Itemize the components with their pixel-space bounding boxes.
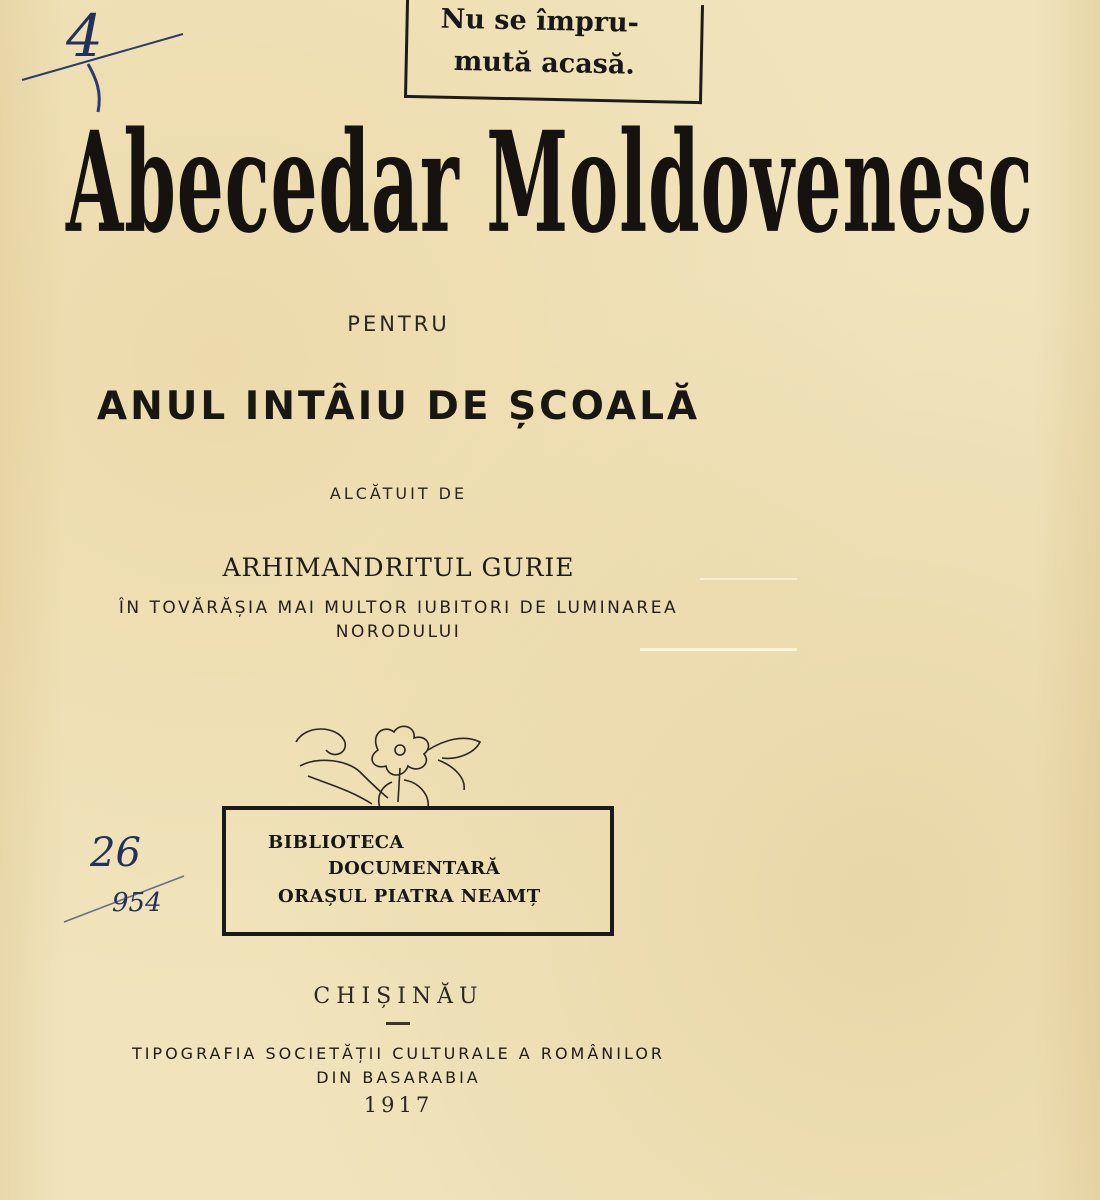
paper-crease [700, 578, 797, 580]
author-name: ARHIMANDRITUL GURIE [222, 553, 575, 582]
lily-flower-ornament-icon [288, 720, 488, 815]
association-line-2: NORODULUI [335, 622, 462, 642]
pen-stroke-icon [60, 870, 190, 930]
library-stamp [222, 806, 614, 936]
subtitle-main: ANUL INTÂIU DE ȘCOALĂ [96, 384, 701, 429]
handwritten-inventory-number: 954 [112, 888, 162, 918]
library-stamp-line-3: ORAȘUL PIATRA NEAMȚ [278, 886, 541, 907]
publication-year: 1917 [363, 1093, 434, 1117]
book-title [0, 100, 1034, 264]
handwritten-shelf-number: 26 [90, 830, 141, 876]
publication-city: CHIȘINĂU [313, 984, 484, 1009]
stamp-line-1: Nu se împru- [440, 3, 640, 39]
divider [386, 1022, 410, 1025]
handwritten-mark-top: 4 [66, 2, 103, 70]
association-line-1: ÎN TOVĂRĂȘIA MAI MULTOR IUBITORI DE LUMINAREA [118, 598, 679, 618]
compiled-by-label: ALCĂTUIT DE [329, 484, 468, 503]
book-title-text: Abecedar Moldovenesc [65, 100, 1034, 264]
paper-crease [640, 648, 797, 651]
printer-line-2: DIN BASARABIA [316, 1068, 481, 1087]
printer-line-1: TIPOGRAFIA SOCIETĂȚII CULTURALE A ROMÂNILOR [131, 1044, 666, 1063]
library-stamp-line-2: DOCUMENTARĂ [328, 858, 501, 879]
library-stamp-line-1: BIBLIOTECA [268, 832, 405, 853]
stamp-line-2: mută acasă. [453, 45, 636, 81]
subtitle-small: PENTRU [347, 312, 450, 336]
